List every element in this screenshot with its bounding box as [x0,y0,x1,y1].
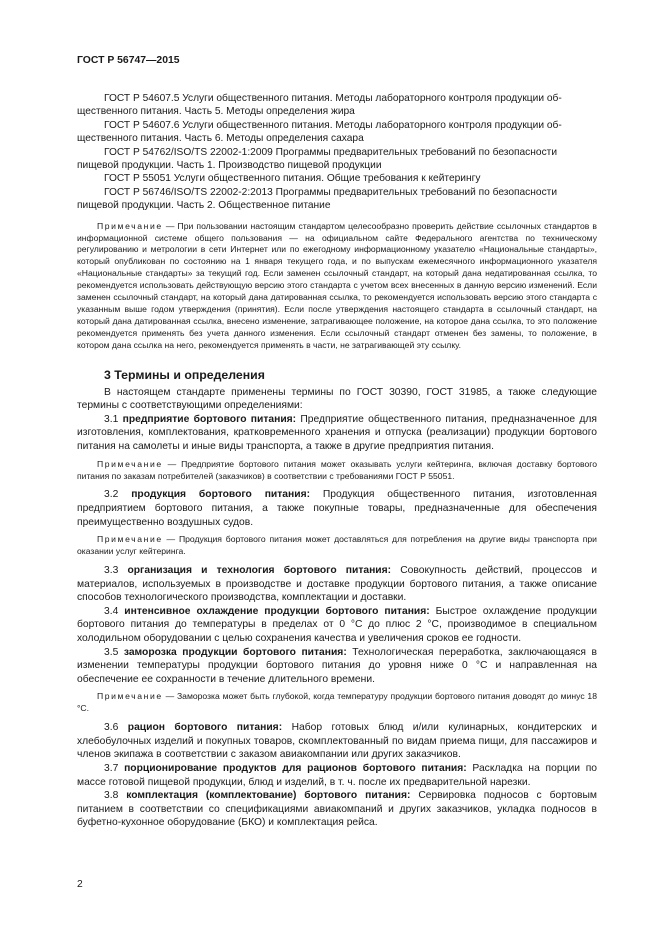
term-label: организация и технология бортового питания: [127,565,392,576]
term-3-4: 3.4 интенсивное охлаждение продукции бортового питания: Быстрое охлаждение продукции бортового питания до температуры в пределах от 0 °С до плюс 2 °С, производимое в специальном холодильном оборудовании с целью сохранения качества и увеличения сроков ее годности. [77,605,597,644]
term-label: порционирование продуктов для рационов бортового питания: [124,762,467,774]
reference-item: ГОСТ Р 54607.5 Услуги общественного питания. Методы лабораторного контроля продукции об- щественного питания. Часть 5. Методы определения жира [77,93,562,118]
section-title: 3 Термины и определения [104,367,265,382]
references-list [77,92,597,213]
term-label: продукция бортового питания: [131,489,311,501]
standard-code: ГОСТ Р 56747—2015 [77,55,180,66]
reference-item: ГОСТ Р 56746/ISO/TS 22002-2:2013 Программы предварительных требований по безопасности пищевой продукции. Часть 2. Общественное питание [77,186,558,212]
term-3-2: 3.2 продукция бортового питания: Продукция общественного питания, изготовленная предприятием бортового питания, а также покупные товары, предназначенные для обеспечения преимущественно воздушных судов. [77,489,597,528]
reference-item: ГОСТ Р 54607.6 Услуги общественного питания. Методы лабораторного контроля продукции об- щественного питания. Часть 6. Методы определения сахара [77,119,562,145]
reference-item: ГОСТ Р 54762/ISO/TS 22002-1:2009 Программы предварительных требований по безопасности пищевой продукции. Часть 1. Производство пищевой продукции [77,146,558,172]
term-3-7: 3.7 порционирование продуктов для рационов бортового питания: Раскладка на порции по массе готовой пищевой продукции, блюд и изделий, в т. ч. после их предварительной нарезки. [77,762,598,788]
term-label: рацион бортового питания: [127,722,283,734]
section-intro: В настоящем стандарте применены термины по ГОСТ 30390, ГОСТ 31985, а также следующие термины с соответствующими определениями: [77,386,597,412]
note-3-5: Примечание — Заморозка может быть глубокой, когда температуру продукции бортового питания доводят до минус 18 °С. [77,691,597,714]
page-number: 2 [77,879,83,890]
note-3-1: Примечание — Предприятие бортового питания может оказывать услуги кейтеринга, включая доставку бортового питания по заказам потребителей (заказчиков) в соответствии с требованиями ГОСТ Р 55051. [77,458,597,481]
note-references: Примечание — При пользовании настоящим стандартом целесообразно проверить действие ссылочных стандартов в информационной системе общего пользования — на официальном сайте Федерального агентства по техническому регулированию и метрологии в сети Интернет или по ежегодному информационному указателю «Национальные стандарты», который опубликован по состоянию на 1 января текущего года, и по выпускам ежемесячного информационного указателя «Национальные стандарты» за текущий год. Если заменен ссылочный стандарт, на который дана недатированная ссылка, то рекомендуется использовать действующую версию этого стандарта с учетом всех внесенных в данную версию изменений. Если заменен ссылочный стандарт, на который дана датированная ссылка, то рекомендуется использовать версию этого стандарта с указанным выше годом утверждения (принятия). Если после утверждения настоящего стандарта в ссылочный стандарт, на который дана датированная ссылка, внесено изменение, затрагивающее положение, на которое дана ссылка, то это положение рекомендуется применять без учета данного изменения. Если ссылочный стандарт отменен без замены, то положение, в котором дана ссылка на него, рекомендуется применять в части, не затрагивающей эту ссылку. [77,220,597,350]
document-page [77,55,597,830]
reference-item: ГОСТ Р 55051 Услуги общественного питания. Общие требования к кейтерингу [104,173,481,185]
term-label: заморозка продукции бортового питания: [123,646,347,658]
term-3-8: 3.8 комплектация (комплектование) бортового питания: Сервировка подносов с бортовым питанием в соответствии со спецификациями авиакомпаний и других заказчиков, укладка подносов в буфетно-кухонное оборудование (БКО) и комплектация рейса. [77,790,597,829]
note-3-2: Примечание — Продукция бортового питания может доставляться для потребления на другие виды транспорта при оказании услуг кейтеринга. [77,534,597,557]
term-3-1: 3.1 предприятие бортового питания: Предприятие общественного питания, предназначенное для изготовления, комплектования, кратковременного хранения и отпуска (реализации) продукции бортового питания на самолеты и иные виды транспорта, а также в другие предприятия питания. [77,413,597,452]
term-3-3: 3.3 организация и технология бортового питания: Совокупность действий, процессов и материалов, используемых в производстве и доставке продукции бортового питания, а также описание способов технологического производства, комплектации и доставки. [77,565,597,604]
term-3-5: 3.5 заморозка продукции бортового питания: Технологическая переработка, заключающаяся в изменении температуры продукции бортового питания до уровня ниже 0 °С и направленная на обеспечение ее сохранности в течение длительного времени. [77,646,597,685]
term-label: предприятие бортового питания: [122,413,297,425]
term-label: интенсивное охлаждение продукции бортового питания: [124,605,430,617]
term-label: комплектация (комплектование) бортового питания: [126,790,411,802]
term-3-6: 3.6 рацион бортового питания: Набор готовых блюд и/или кулинарных, кондитерских и хлебобулочных изделий и покупных товаров, скомплектованный по видам приема пищи, для пассажиров и членов экипажа в соответствии с заказом авиакомпании или других заказчиков. [77,722,597,761]
